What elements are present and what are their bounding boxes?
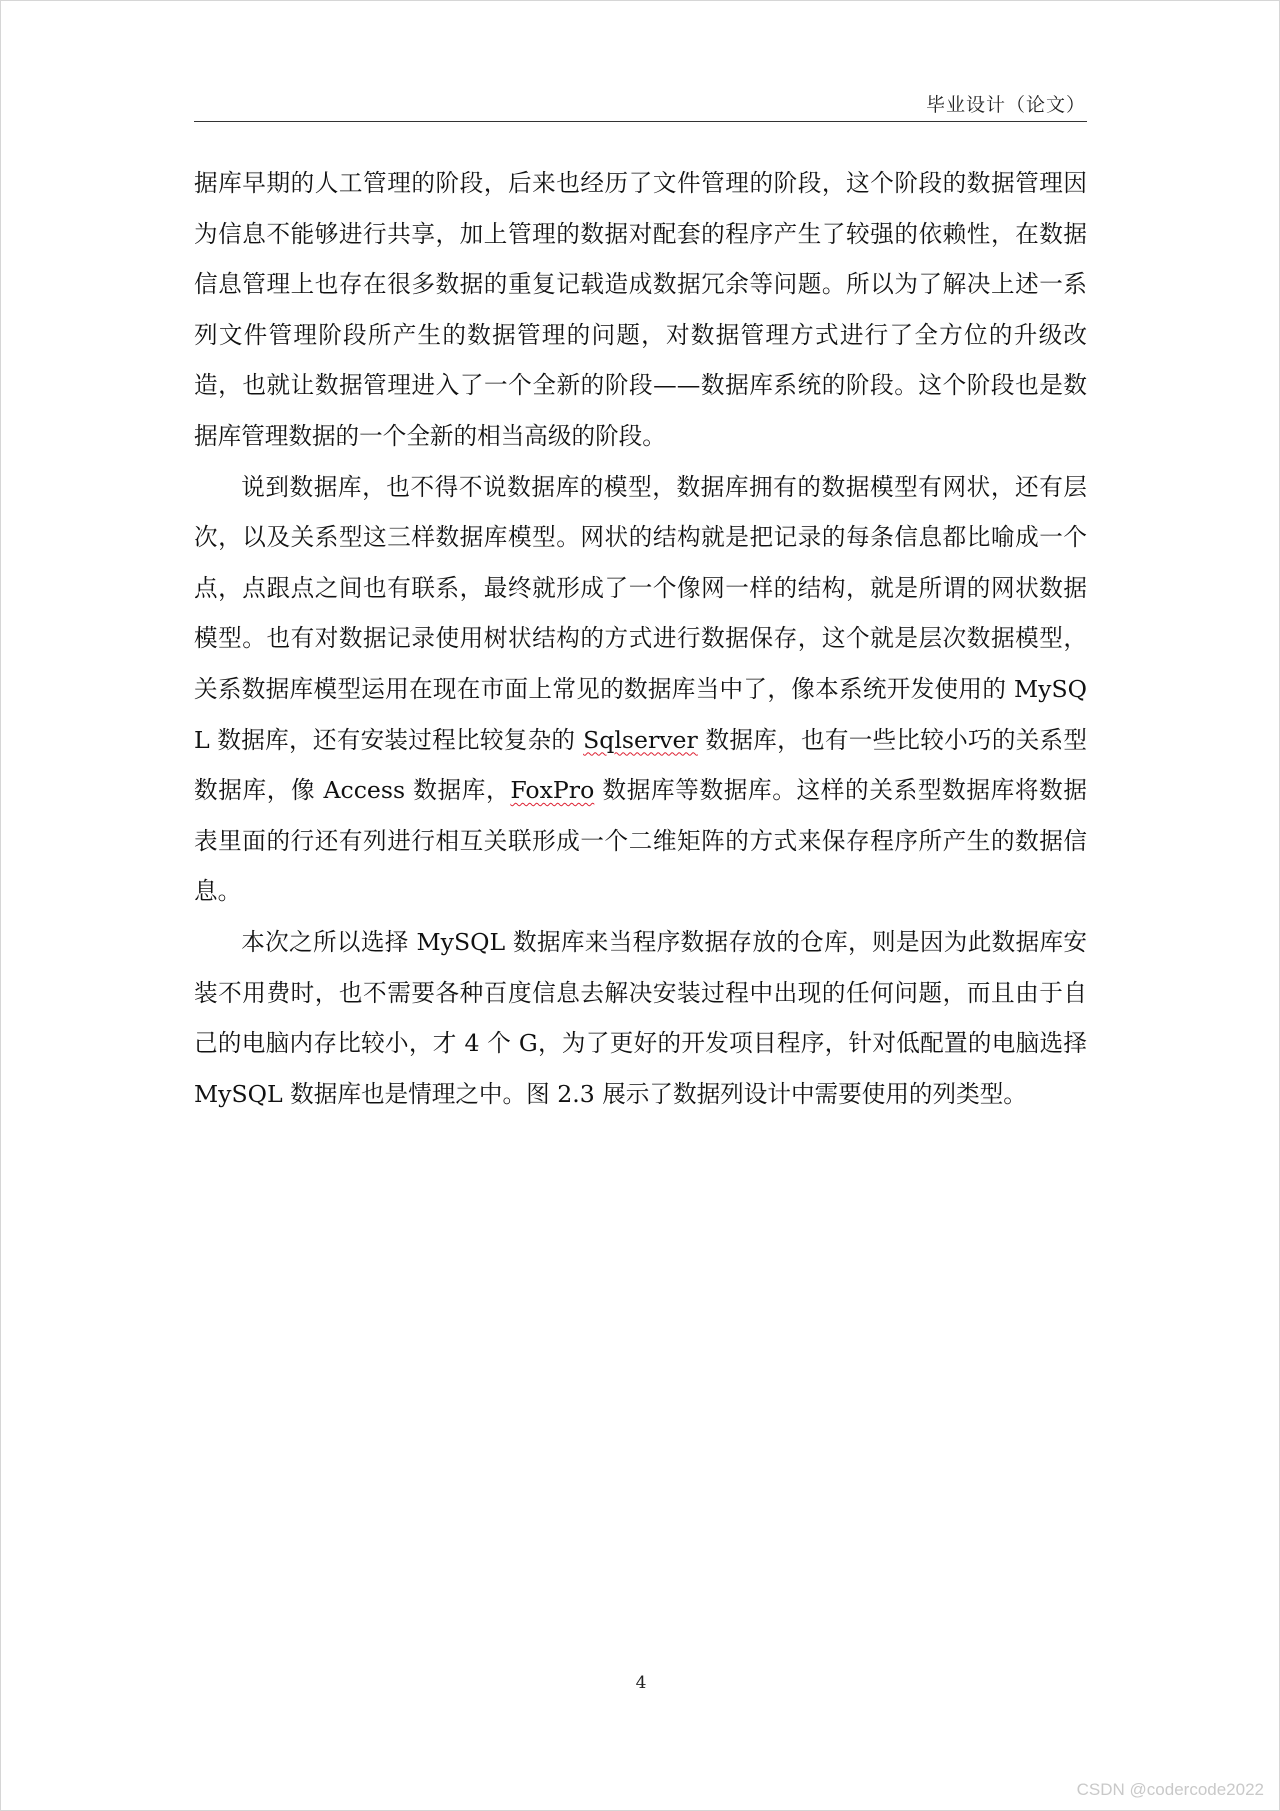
body-text xyxy=(194,158,1087,1119)
paragraph-2-text-a: 说到数据库，也不得不说数据库的模型，数据库拥有的数据模型有网状，还有层次，以及关系型这三样数据库模型。网状的结构就是把记录的每条信息都比喻成一个点，点跟点之间也有联系，最终就形成了一个像网一样的结构，就是所谓的网状数据模型。也有对数据记录使用树状结构的方式进行数据保存，这个就是层次数据模型，关系数据库模型运用在现在市面上常见的数据库当中了，像本系统开发使用的 MySQL 数据库，还有安装过程比较复杂的 xyxy=(194,472,1087,754)
paragraph-3 xyxy=(194,917,1087,1119)
running-header: 毕业设计（论文） xyxy=(925,94,1086,116)
paragraph-1-text: 据库早期的人工管理的阶段，后来也经历了文件管理的阶段，这个阶段的数据管理因为信息不能够进行共享，加上管理的数据对配套的程序产生了较强的依赖性，在数据信息管理上也存在很多数据的重复记载造成数据冗余等问题。所以为了解决上述一系列文件管理阶段所产生的数据管理的问题，对数据管理方式进行了全方位的升级改造，也就让数据管理进入了一个全新的阶段——数据库系统的阶段。这个阶段也是数据库管理数据的一个全新的相当高级的阶段。 xyxy=(194,169,1087,450)
csdn-watermark: CSDN @codercode2022 xyxy=(1076,1780,1264,1799)
paragraph-2 xyxy=(194,462,1087,917)
paragraph-1 xyxy=(194,158,1087,462)
paragraph-2-text-c: 数据库等数据库。这样的关系型数据库将数据表里面的行还有列进行相互关联形成一个二维矩阵的方式来保存程序所产生的数据信息。 xyxy=(194,776,1087,906)
foxpro-term: FoxPro xyxy=(510,776,595,805)
paragraph-2-text-b: 数据库，也有一些比较小巧的关系型数据库，像 Access 数据库， xyxy=(194,725,1088,805)
sqlserver-term: Sqlserver xyxy=(583,725,698,754)
paragraph-3-text: 本次之所以选择 MySQL 数据库来当程序数据存放的仓库，则是因为此数据库安装不用费时，也不需要各种百度信息去解决安装过程中出现的任何问题，而且由于自己的电脑内存比较小，才 4 个 G，为了更好的开发项目程序，针对低配置的电脑选择 MySQL 数据库也是情理之中。图 2.3 展示了数据列设计中需要使用的列类型。 xyxy=(194,927,1087,1108)
page-number: 4 xyxy=(635,1673,647,1693)
header-divider xyxy=(194,121,1087,122)
